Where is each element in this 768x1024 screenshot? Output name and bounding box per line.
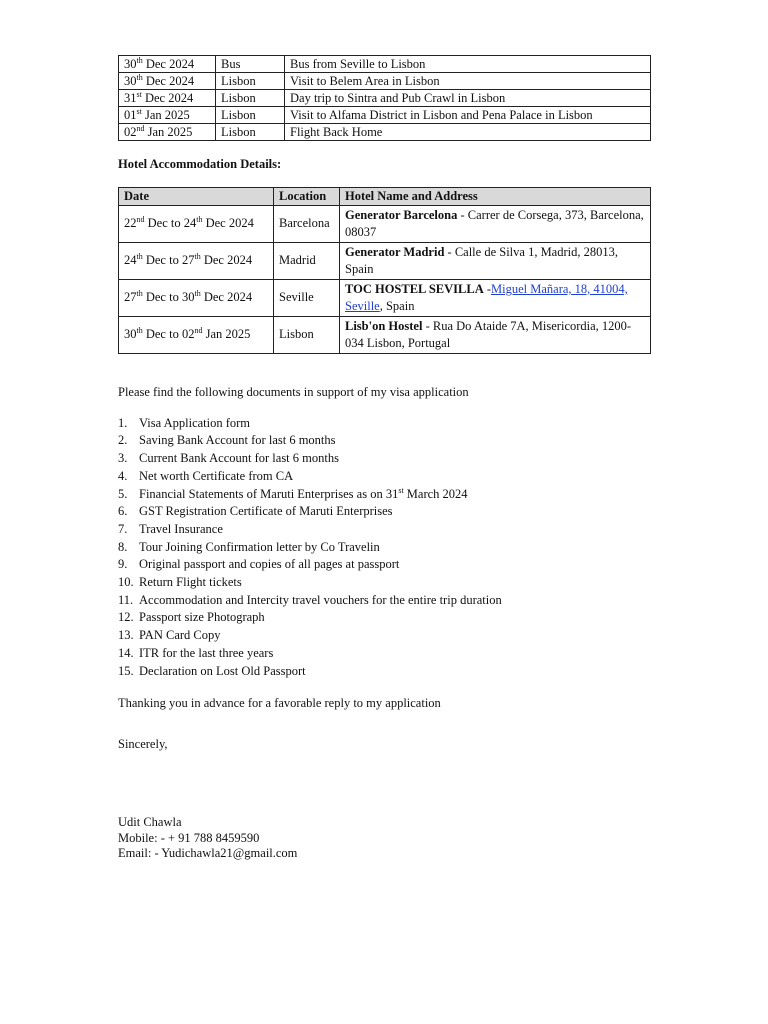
date-suffix: th xyxy=(196,215,203,225)
itinerary-row xyxy=(119,73,651,90)
hotel-row xyxy=(119,279,651,316)
document-number: 8. xyxy=(118,539,128,554)
hotel-location: Lisbon xyxy=(274,316,340,353)
date-suffix: nd xyxy=(136,123,145,133)
date-middle: Dec to 27 xyxy=(142,253,195,268)
itinerary-date xyxy=(119,90,216,107)
document-title: Tour Joining Confirmation letter by Co Travelin xyxy=(139,539,380,554)
document-title: Travel Insurance xyxy=(139,521,223,536)
document-title: Visa Application form xyxy=(139,415,251,430)
hotel-name: Generator Madrid xyxy=(345,244,445,259)
signature-name: Udit Chawla xyxy=(118,815,182,830)
date-suffix: nd xyxy=(136,215,145,225)
document-title: Accommodation and Intercity travel vouchers for the entire trip duration xyxy=(139,592,502,607)
document-item xyxy=(118,450,652,468)
date-middle: Dec to 02 xyxy=(142,327,195,342)
itinerary-row xyxy=(119,107,651,124)
itinerary-place: Lisbon xyxy=(216,124,285,141)
document-title: Declaration on Lost Old Passport xyxy=(139,663,306,678)
date-rest: Dec 2024 xyxy=(142,57,195,71)
date-start: 27 xyxy=(124,290,137,305)
itinerary-activity: Flight Back Home xyxy=(285,124,651,141)
date-suffix: nd xyxy=(194,326,203,336)
document-number: 7. xyxy=(118,521,128,536)
document-item xyxy=(118,539,652,557)
hotel-date xyxy=(119,242,274,279)
document-number: 6. xyxy=(118,504,128,519)
date-day: 31 xyxy=(124,91,137,105)
document-number: 15. xyxy=(118,663,134,678)
document-item xyxy=(118,592,652,610)
hotel-rows xyxy=(119,205,651,353)
document-number: 14. xyxy=(118,645,134,660)
itinerary-activity: Visit to Belem Area in Lisbon xyxy=(285,73,651,90)
document-text xyxy=(139,627,221,645)
date-rest: Dec 2024 xyxy=(141,91,194,105)
date-suffix: th xyxy=(136,289,143,299)
date-day: 30 xyxy=(124,74,137,88)
itinerary-place: Bus xyxy=(216,56,285,73)
signature-mobile: Mobile: - + 91 788 8459590 xyxy=(118,830,260,845)
hotel-location: Seville xyxy=(274,279,340,316)
document-title: Passport size Photograph xyxy=(139,610,265,625)
signature-email: Email: - Yudichawla21@gmail.com xyxy=(118,846,298,861)
hotel-row xyxy=(119,242,651,279)
hotel-details xyxy=(340,279,651,316)
document-text xyxy=(139,468,293,486)
hotel-address-link[interactable]: Miguel Mañara, 18, 41004, Seville xyxy=(345,281,628,313)
itinerary-place: Lisbon xyxy=(216,90,285,107)
date-end: Dec 2024 xyxy=(200,253,253,268)
date-middle: Dec to 30 xyxy=(142,290,195,305)
document-item xyxy=(118,503,652,521)
date-rest: Dec 2024 xyxy=(142,74,195,88)
itinerary-activity: Bus from Seville to Lisbon xyxy=(285,56,651,73)
document-text xyxy=(139,556,399,574)
documents-intro: Please find the following documents in support of my visa application xyxy=(118,384,469,399)
document-number: 13. xyxy=(118,628,134,643)
hotel-address: - Rua Do Ataide 7A, Misericordia, 1200-034 Lisbon, Portugal xyxy=(345,318,632,350)
document-number: 1. xyxy=(118,415,128,430)
date-day: 02 xyxy=(124,125,137,139)
document-item xyxy=(118,556,652,574)
document-item xyxy=(118,627,652,645)
itinerary-row xyxy=(119,90,651,107)
document-text xyxy=(139,574,242,592)
date-suffix: th xyxy=(136,55,143,65)
hotel-details xyxy=(340,242,651,279)
date-end: Dec 2024 xyxy=(202,216,254,231)
hotel-section-title: Hotel Accommodation Details: xyxy=(118,157,282,171)
hotel-name: Lisb'on Hostel xyxy=(345,318,423,333)
date-start: 24 xyxy=(124,253,137,268)
hotel-address-country: , Spain xyxy=(379,298,415,313)
document-number: 10. xyxy=(118,575,134,590)
date-suffix: th xyxy=(194,289,201,299)
document-number: 9. xyxy=(118,557,128,572)
document-title-rest: March 2024 xyxy=(403,486,468,501)
date-suffix: th xyxy=(136,326,143,336)
hotel-row xyxy=(119,205,651,242)
hotel-location: Barcelona xyxy=(274,205,340,242)
document-number: 2. xyxy=(118,433,128,448)
itinerary-row xyxy=(119,124,651,141)
closing-text: Sincerely, xyxy=(118,737,168,752)
document-title: Current Bank Account for last 6 months xyxy=(139,451,339,466)
document-title: GST Registration Certificate of Maruti Enterprises xyxy=(139,504,393,519)
document-text xyxy=(139,663,306,681)
document-title: Return Flight tickets xyxy=(139,575,242,590)
hotel-date xyxy=(119,279,274,316)
document-number: 11. xyxy=(118,592,134,607)
hotel-details xyxy=(340,205,651,242)
document-text xyxy=(139,432,336,450)
itinerary-date xyxy=(119,73,216,90)
hotel-table xyxy=(118,187,651,354)
date-start: 30 xyxy=(124,327,137,342)
itinerary-activity: Visit to Alfama District in Lisbon and Pena Palace in Lisbon xyxy=(285,107,651,124)
document-title: Net worth Certificate from CA xyxy=(139,468,294,483)
document-title: Financial Statements of Maruti Enterprises as on 31 xyxy=(139,486,399,501)
document-text xyxy=(139,503,393,521)
hotel-date xyxy=(119,316,274,353)
header-location: Location xyxy=(274,187,340,205)
hotel-table-header xyxy=(119,187,651,205)
document-item xyxy=(118,663,652,681)
date-day: 01 xyxy=(124,108,137,122)
document-number: 5. xyxy=(118,486,128,501)
date-rest: Jan 2025 xyxy=(144,125,193,139)
itinerary-date xyxy=(119,124,216,141)
hotel-details xyxy=(340,316,651,353)
date-suffix: th xyxy=(136,72,143,82)
document-number: 12. xyxy=(118,610,134,625)
document-title: Original passport and copies of all pages at passport xyxy=(139,557,400,572)
date-day: 30 xyxy=(124,57,137,71)
document-number: 3. xyxy=(118,451,128,466)
document-text xyxy=(139,539,380,557)
date-suffix: st xyxy=(136,106,142,116)
date-end: Jan 2025 xyxy=(202,327,251,342)
document-suffix: st xyxy=(398,485,404,495)
hotel-address: - Carrer de Corsega, 373, Barcelona, 08037 xyxy=(345,207,644,239)
itinerary-date xyxy=(119,107,216,124)
document-item xyxy=(118,468,652,486)
document-title: PAN Card Copy xyxy=(139,628,221,643)
date-suffix: th xyxy=(194,252,201,262)
date-suffix: th xyxy=(136,252,143,262)
document-text xyxy=(139,592,502,610)
itinerary-activity: Day trip to Sintra and Pub Crawl in Lisbon xyxy=(285,90,651,107)
hotel-address: - xyxy=(483,281,492,296)
document-text xyxy=(139,486,468,504)
itinerary-row xyxy=(119,56,651,73)
signature-block xyxy=(118,815,652,862)
hotel-address: - Calle de Silva 1, Madrid, 28013, Spain xyxy=(345,244,618,276)
date-rest: Jan 2025 xyxy=(141,108,190,122)
document-text xyxy=(139,609,265,627)
hotel-name: TOC HOSTEL SEVILLA xyxy=(345,281,484,296)
document-text xyxy=(139,521,223,539)
itinerary-table xyxy=(118,55,651,141)
hotel-row xyxy=(119,316,651,353)
date-middle: Dec to 24 xyxy=(144,216,197,231)
document-title: Saving Bank Account for last 6 months xyxy=(139,433,336,448)
itinerary-place: Lisbon xyxy=(216,107,285,124)
document-item xyxy=(118,609,652,627)
document-text xyxy=(139,645,273,663)
document-item xyxy=(118,432,652,450)
document-text xyxy=(139,415,250,433)
document-page xyxy=(118,55,652,862)
thanks-text: Thanking you in advance for a favorable reply to my application xyxy=(118,696,441,711)
document-item xyxy=(118,574,652,592)
header-date: Date xyxy=(119,187,274,205)
itinerary-date xyxy=(119,56,216,73)
document-text xyxy=(139,450,339,468)
document-item xyxy=(118,486,652,504)
header-hotel: Hotel Name and Address xyxy=(340,187,651,205)
itinerary-rows xyxy=(119,56,651,141)
document-number: 4. xyxy=(118,468,128,483)
document-item xyxy=(118,645,652,663)
date-start: 22 xyxy=(124,216,137,231)
hotel-date xyxy=(119,205,274,242)
itinerary-place: Lisbon xyxy=(216,73,285,90)
hotel-location: Madrid xyxy=(274,242,340,279)
date-end: Dec 2024 xyxy=(200,290,253,305)
hotel-name: Generator Barcelona xyxy=(345,207,458,222)
document-item xyxy=(118,521,652,539)
date-suffix: st xyxy=(136,89,142,99)
document-title: ITR for the last three years xyxy=(139,645,274,660)
documents-list xyxy=(118,415,652,681)
document-item xyxy=(118,415,652,433)
